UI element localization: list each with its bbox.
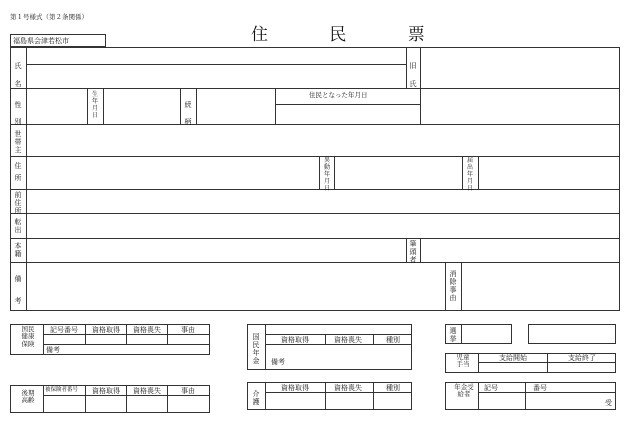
municipality: 福島県会津若松市 [13,37,69,45]
pension-recipient-receive: 受 [605,399,612,407]
head-of-register-label: 筆頭者 [409,240,417,265]
address-label: 住所 [14,162,22,182]
birth-date-label: 生年月日 [91,91,98,119]
domicile-label: 本籍 [14,242,22,259]
elderly-label: 後期高齢 [21,389,35,405]
care-header-type: 種別 [386,384,400,392]
elderly-header-lost: 資格喪失 [133,387,161,395]
householder-label: 世帯主 [14,130,22,155]
nhi-remarks-label: 備考 [46,346,60,354]
pension-header-type: 種別 [386,336,400,344]
pension-remarks-label: 備考 [271,358,285,366]
change-date-label: 異動年月日 [323,157,330,192]
nhi-header-number: 記号番号 [50,326,78,334]
sex-label: 性別 [14,101,22,126]
pension-recipient-header-symbol: 記号 [484,384,498,392]
nhi-header-lost: 資格喪失 [133,326,161,334]
child-allowance-label: 児童手当 [456,353,470,369]
relationship-label: 続柄 [184,101,192,126]
pension-recipient-label: 年金受給者 [454,383,474,399]
care-header-lost: 資格喪失 [334,384,362,392]
care-label: 介護 [252,390,260,407]
elderly-header-reason: 事由 [181,387,195,395]
pension-header-lost: 資格喪失 [334,336,362,344]
elderly-header-number: 被保険者番号 [45,387,79,393]
nhi-header-reason: 事由 [181,326,195,334]
child-allowance-header-start: 支給開始 [499,354,527,362]
previous-address-label: 前住所 [14,191,22,216]
pension-label: 国民年金 [252,333,260,366]
form-number: 第１号様式（第２条関係） [10,13,88,21]
elderly-header-acquired: 資格取得 [92,387,120,395]
resident-date-label: 住民となった年月日 [309,91,368,99]
notification-date-label: 届出年月日 [466,157,473,192]
deletion-reason-label: 消除事由 [449,270,457,303]
election-label: 選挙 [449,327,457,344]
pension-header-acquired: 資格取得 [281,336,309,344]
page-title: 住 民 票 [251,25,453,45]
nhi-header-acquired: 資格取得 [92,326,120,334]
former-name-label: 旧氏 [409,62,417,89]
remarks-label: 備考 [14,275,22,306]
child-allowance-header-end: 支給終了 [568,354,596,362]
care-header-acquired: 資格取得 [281,384,309,392]
pension-recipient-header-number: 番号 [533,384,547,392]
moved-out-label: 転出 [14,218,22,235]
nhi-label: 国民健康保険 [21,325,35,348]
name-label: 氏名 [14,62,22,89]
